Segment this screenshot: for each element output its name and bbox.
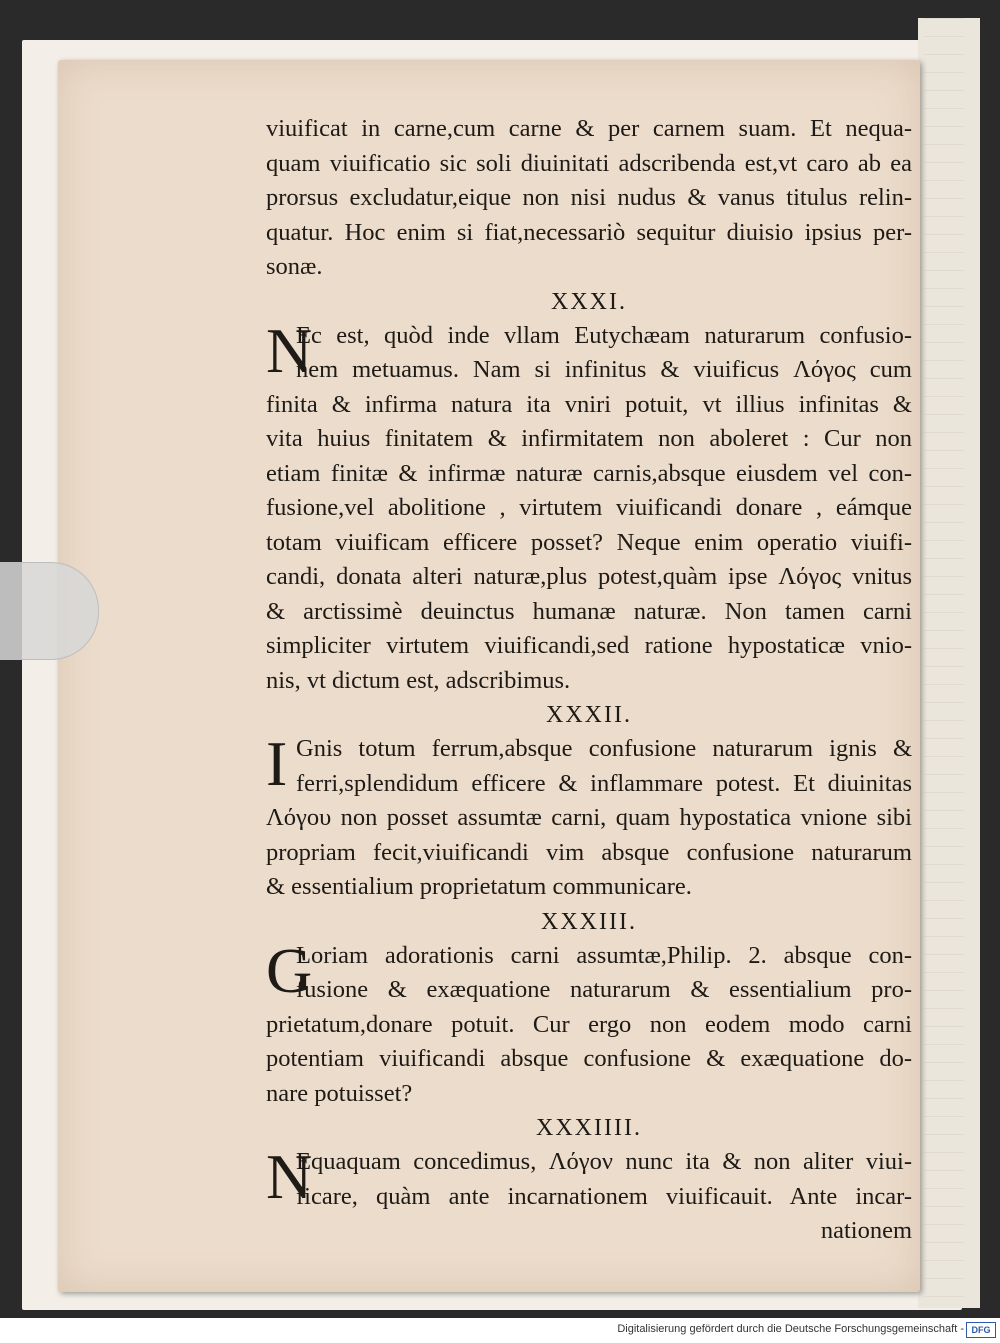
text-line: fusione,vel abolitione , virtutem viuificandi donare , eámque [266,494,912,521]
text-line: vita huius finitatem & infirmitatem non aboleret : Cur non [266,425,912,452]
section-heading: XXXII. [546,702,632,728]
text-line: totam viuificam efficere posset? Neque enim operatio viuifi- [266,528,912,556]
edge-slip [918,18,980,1308]
dfg-logo-icon: DFG [966,1322,996,1338]
text-line: & essentialium proprietatum communicare. [266,873,692,900]
text-line: simpliciter virtutem viuificandi,sed ratione hypostaticæ vnio- [266,632,912,659]
text-line: nis, vt dictum est, adscribimus. [266,666,571,694]
text-line: Λόγου non posset assumtæ carni, quam hypostatica vnione sibi [266,804,912,831]
text-line: sonæ. [266,253,323,280]
text-line: etiam finitæ & infirmæ naturæ carnis,absque eiusdem vel con- [266,459,912,487]
text-line: potentiam viuificandi absque confusione & exæquatione do- [266,1045,912,1072]
drop-cap: N [266,314,313,386]
funding-credit: Digitalisierung gefördert durch die Deutsche Forschungsgemeinschaft - [617,1323,964,1335]
page-clip-tab [0,562,99,660]
section-heading: XXXI. [551,288,627,315]
text-line: ficare, quàm ante incarnationem viuificauit. Ante incar- [296,1182,912,1210]
text-line: propriam fecit,viuificandi vim absque confusione naturarum [266,838,912,866]
text-line: viuificat in carne,cum carne & per carnem suam. Et nequa- [266,115,912,142]
text-line: quatur. Hoc enim si fiat,necessariò sequitur diuisio ipsius per- [266,218,912,246]
text-line: Ec est, quòd inde vllam Eutychæam naturarum confusio- [296,321,912,349]
text-line: Loriam adorationis carni assumtæ,Philip. 2. absque con- [296,941,912,969]
section-paragraph [266,934,912,1112]
text-line: nem metuamus. Nam si infinitus & viuificus Λόγος cum [296,356,912,383]
drop-cap: N [266,1141,313,1212]
drop-cap: G [266,934,313,1006]
drop-cap: I [266,728,288,799]
section-heading: XXXIII. [541,908,637,935]
text-line: prorsus excludatur,eique non nisi nudus & vanus titulus relin- [266,184,912,211]
paragraph-continuation [266,112,912,285]
section-paragraph [266,728,912,905]
text-line: ferri,splendidum efficere & inflammare potest. Et diuinitas [296,769,912,797]
catchword: nationem [820,1217,912,1244]
text-line: nare potuisset? [266,1079,413,1107]
section-paragraph [266,314,912,699]
text-line: quam viuificatio sic soli diuinitati adscribenda est,vt caro ab ea [266,149,912,177]
section-paragraph [266,1141,912,1249]
text-line: candi, donata alteri naturæ,plus potest,quàm ipse Λόγος vnitus [266,563,912,590]
text-line: finita & infirma natura ita vniri potuit, vt illius infinitas & [266,390,912,418]
text-line: Equaquam concedimus, Λόγον nunc ita & non aliter viui- [296,1148,912,1175]
page-text [266,112,912,1249]
text-line: Gnis totum ferrum,absque confusione naturarum ignis & [296,735,912,762]
text-line: prietatum,donare potuit. Cur ergo non eodem modo carni [266,1010,912,1038]
text-line: & arctissimè deuinctus humanæ naturæ. Non tamen carni [266,597,912,625]
text-line: fusione & exæquatione naturarum & essentialium pro- [296,976,912,1003]
section-heading: XXXIIII. [536,1115,642,1141]
